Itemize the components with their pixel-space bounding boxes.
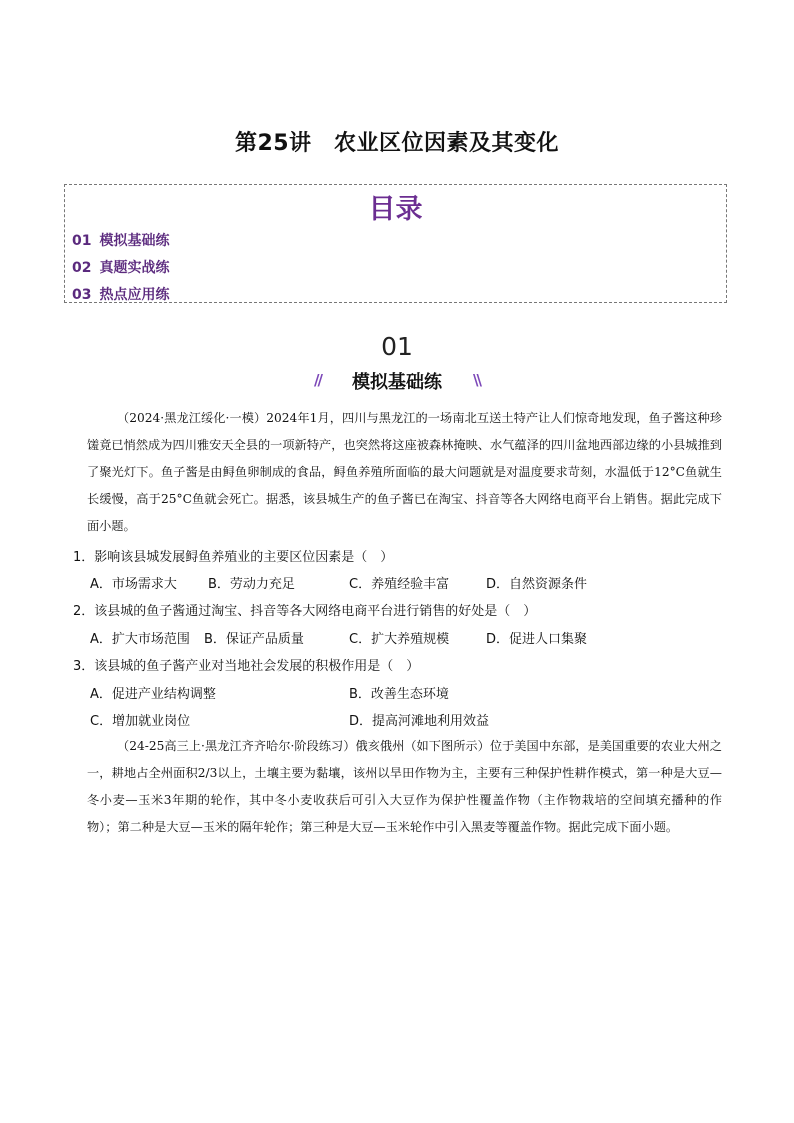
question-2-option-b[interactable]: B．保证产品质量 (204, 632, 304, 647)
question-1-option-a[interactable]: A．市场需求大 (90, 577, 177, 592)
passage-1: （2024·黑龙江绥化·一模）2024年1月，四川与黑龙江的一场南北互送土特产让人们惊奇地发现，鱼子酱这种珍馐竟已悄然成为四川雅安天全县的一项新特产，也突然将这座被森林掩映、水气蕴泽的四川盆地西部边缘的小县城推到了聚光灯下。鱼子酱是由鲟鱼卵制成的食品，鲟鱼养殖所面临的最大问题就是对温度要求苛刻，水温低于12°C鱼就生长缓慢，高于25°C鱼就会死亡。据悉，该县城生产的鱼子酱已在淘宝、抖音等各大网络电商平台上销售。据此完成下面小题。 (87, 411, 722, 533)
question-2-option-c[interactable]: C．扩大养殖规模 (349, 632, 450, 647)
slash-decoration-right-icon: \\ (473, 371, 480, 389)
question-1-option-c[interactable]: C．养殖经验丰富 (349, 577, 450, 592)
question-1-option-d[interactable]: D．自然资源条件 (486, 577, 588, 592)
page-title: 第25讲 农业区位因素及其变化 (234, 131, 560, 156)
section-label-text: 模拟基础练 (352, 372, 442, 393)
section-number-text: 01 (381, 332, 413, 361)
section-number (379, 332, 415, 361)
passage-2: （24-25高三上·黑龙江齐齐哈尔·阶段练习）俄亥俄州（如下图所示）位于美国中东部，是美国重要的农业大州之一，耕地占全州面积2/3以上，土壤主要为黏壤，该州以旱田作物为主，主要有三种保护性耕作模式，第一种是大豆—冬小麦—玉米3年期的轮作，其中冬小麦收获后可引入大豆作为保护性覆盖作物（主作物栽培的空间填充播种的作物）；第二种是大豆—玉米的隔年轮作；第三种是大豆—玉米轮作中引入黑麦等覆盖作物。据此完成下面小题。 (87, 739, 722, 834)
question-2-option-a[interactable]: A．扩大市场范围 (90, 632, 190, 647)
section-label-wrap (0, 368, 794, 394)
table-of-contents (64, 184, 727, 303)
toc-heading: 目录 (368, 194, 423, 225)
toc-item-num: 01 (72, 233, 92, 249)
toc-item-label: 热点应用练 (99, 287, 170, 303)
question-3-option-a[interactable]: A．促进产业结构调整 (90, 687, 216, 702)
toc-item-num: 02 (72, 260, 92, 276)
toc-item-num: 03 (72, 287, 92, 303)
toc-item-label: 模拟基础练 (99, 233, 170, 249)
section-label (314, 368, 480, 394)
question-2-stem: 2．该县城的鱼子酱通过淘宝、抖音等各大网络电商平台进行销售的好处是（ ） (73, 604, 537, 619)
question-3-option-b[interactable]: B．改善生态环境 (349, 687, 449, 702)
question-1-stem: 1．影响该县城发展鲟鱼养殖业的主要区位因素是（ ） (73, 550, 394, 565)
section-number-wrap (0, 332, 794, 361)
question-3-stem: 3．该县城的鱼子酱产业对当地社会发展的积极作用是（ ） (73, 659, 420, 674)
question-3-option-c[interactable]: C．增加就业岗位 (90, 714, 191, 729)
toc-item-label: 真题实战练 (99, 260, 170, 276)
question-3-option-d[interactable]: D．提高河滩地利用效益 (349, 714, 490, 729)
question-1-option-b[interactable]: B．劳动力充足 (208, 577, 295, 592)
toc-item-3[interactable] (72, 284, 169, 304)
toc-item-2[interactable] (72, 257, 169, 277)
question-2-option-d[interactable]: D．促进人口集聚 (486, 632, 588, 647)
slash-decoration-left-icon: // (314, 371, 321, 389)
toc-item-1[interactable] (72, 230, 169, 250)
